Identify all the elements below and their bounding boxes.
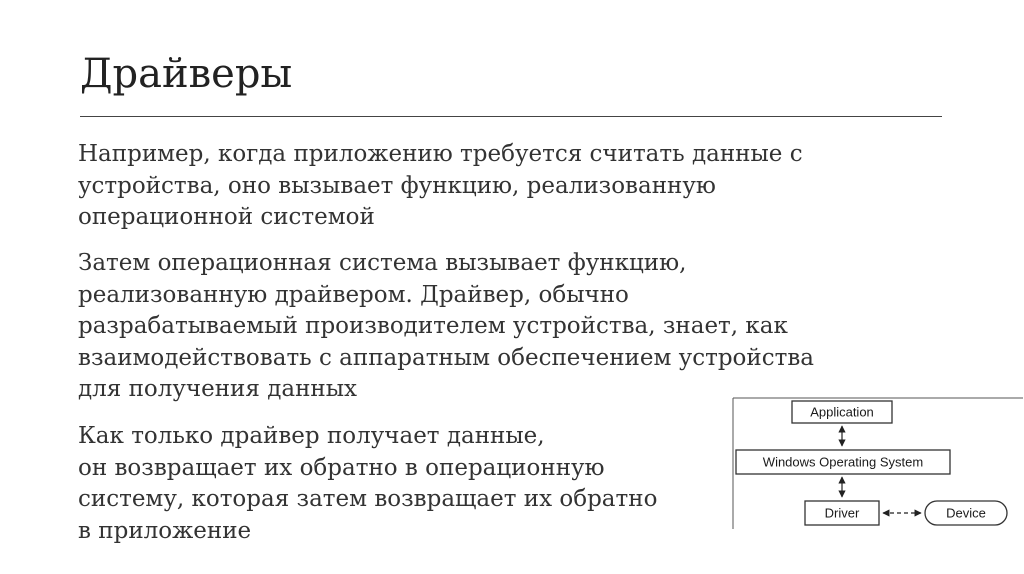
- paragraph-line: Например, когда приложению требуется считать данные с: [78, 141, 803, 167]
- driver-stack-diagram: [732, 397, 1024, 529]
- paragraph-2: [78, 248, 814, 406]
- os-box: [736, 450, 950, 474]
- driver-box: [805, 501, 879, 525]
- os-label: Windows Operating System: [762, 454, 924, 470]
- paragraph-line: устройства, оно вызывает функцию, реализованную: [78, 172, 716, 199]
- device-label: Device: [946, 505, 986, 521]
- paragraph-line: он возвращает их обратно в операционную: [78, 454, 605, 481]
- paragraph-line: в приложение: [78, 517, 252, 544]
- device-ellipse: [925, 501, 1007, 525]
- slide-title: Драйверы: [80, 51, 293, 97]
- paragraph-3: [78, 421, 657, 547]
- paragraph-line: для получения данных: [78, 376, 358, 402]
- paragraph-line: Затем операционная система вызывает функцию,: [78, 250, 687, 276]
- application-box: [792, 401, 892, 423]
- paragraph-line: реализованную драйвером. Драйвер, обычно: [78, 281, 629, 308]
- application-label: Application: [810, 404, 874, 420]
- title-divider: [80, 116, 942, 117]
- driver-label: Driver: [824, 505, 860, 521]
- paragraph-line: взаимодействовать с аппаратным обеспечением устройства: [78, 344, 814, 371]
- paragraph-line: систему, которая затем возвращает их обратно: [78, 486, 658, 512]
- paragraph-line: операционной системой: [78, 204, 375, 230]
- paragraph-line: Как только драйвер получает данные,: [78, 423, 545, 449]
- paragraph-line: разрабатываемый производителем устройства, знает, как: [78, 313, 788, 339]
- paragraph-1: [78, 139, 803, 234]
